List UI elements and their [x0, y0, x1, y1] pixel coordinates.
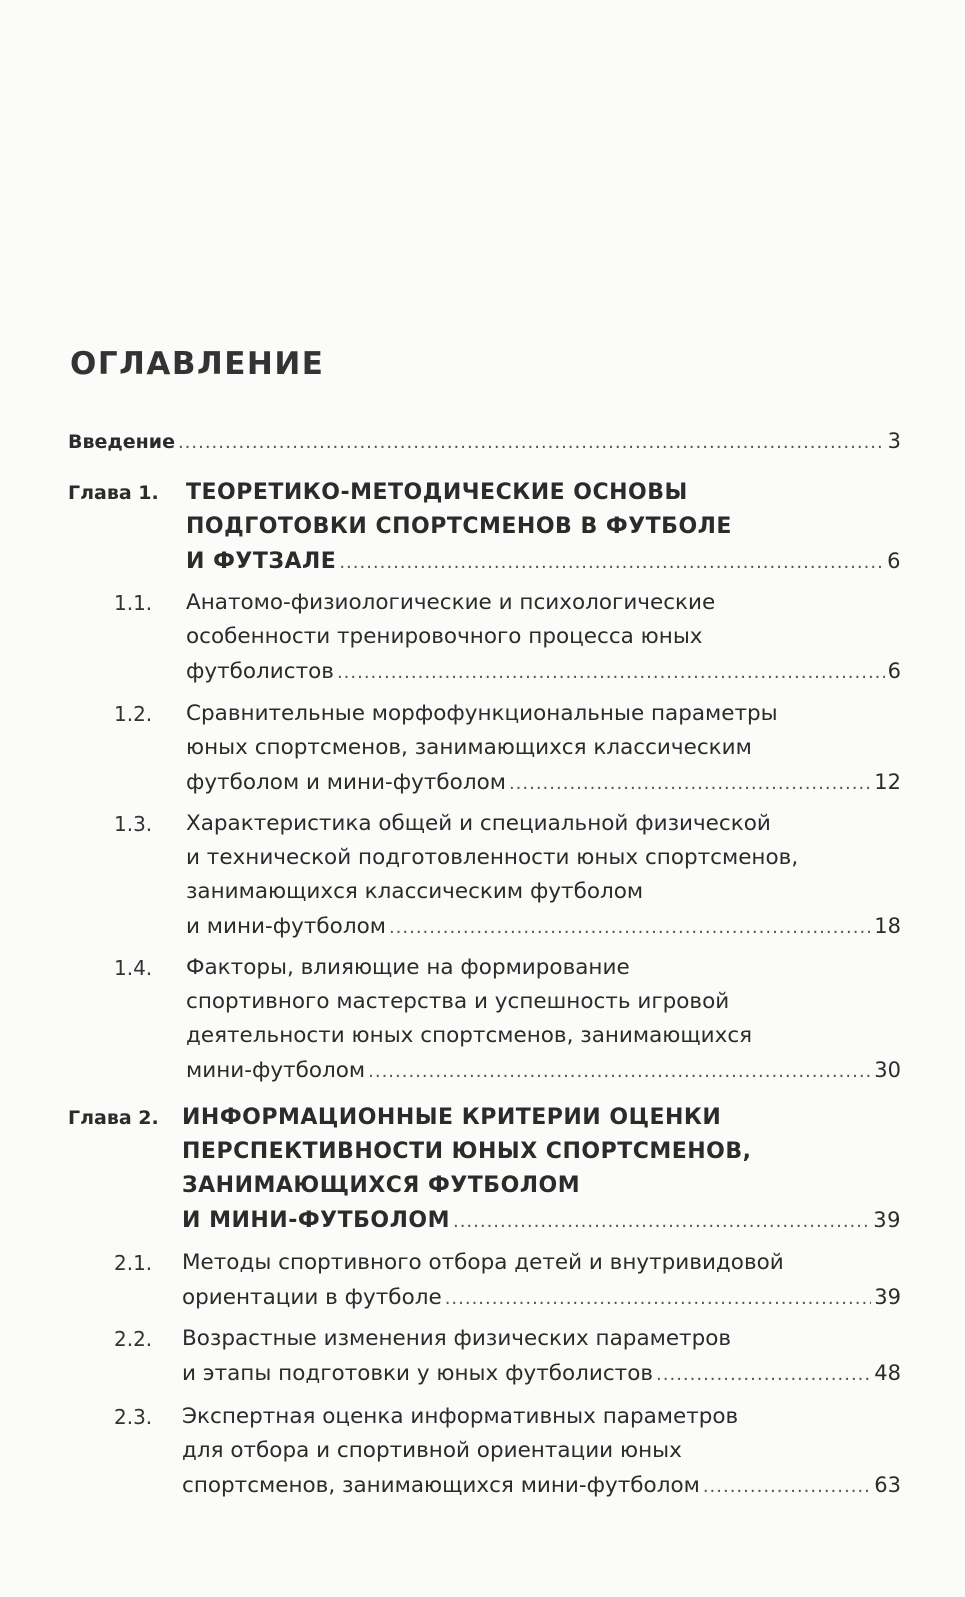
- page-number: 63: [874, 1473, 901, 1497]
- title-line-text: И МИНИ-ФУТБОЛОМ: [182, 1208, 450, 1233]
- title-line: Анатомо-физиологические и психологические: [186, 590, 716, 615]
- section-number: 1.4.: [114, 956, 153, 980]
- title-line: особенности тренировочного процесса юных: [186, 624, 703, 649]
- section-title: [182, 1400, 901, 1504]
- leader-dots: [656, 1358, 871, 1392]
- title-line: для отбора и спортивной ориентации юных: [182, 1438, 682, 1463]
- title-line: Характеристика общей и специальной физической: [186, 811, 771, 836]
- leader-dots: [509, 767, 871, 801]
- title-line-last: [182, 1468, 901, 1504]
- page-number: 39: [873, 1208, 901, 1232]
- leader-dots: [389, 911, 871, 945]
- title-line-last: [182, 1356, 901, 1392]
- title-line-text: и этапы подготовки у юных футболистов: [182, 1361, 654, 1386]
- title-line-last: [186, 765, 901, 801]
- section-title: [186, 807, 901, 945]
- leader-dots: [339, 546, 884, 580]
- chapter-title: [186, 476, 901, 580]
- title-line-last: [182, 1203, 901, 1239]
- leader-dots: [368, 1055, 871, 1089]
- title-line: занимающихся классическим футболом: [186, 879, 644, 904]
- title-line-text: и мини-футболом: [186, 914, 386, 939]
- page-number: 30: [874, 1058, 901, 1082]
- section-number: 2.2.: [114, 1327, 153, 1351]
- section-number: 2.3.: [114, 1405, 153, 1429]
- section-number: 2.1.: [114, 1251, 153, 1275]
- title-line-text: ориентации в футболе: [182, 1285, 442, 1310]
- toc-title: ОГЛАВЛЕНИЕ: [70, 346, 325, 382]
- title-line: ПОДГОТОВКИ СПОРТСМЕНОВ В ФУТБОЛЕ: [186, 514, 732, 539]
- title-line-text: И ФУТЗАЛЕ: [186, 549, 337, 574]
- title-line-text: футболом и мини-футболом: [186, 770, 506, 795]
- title-line-text: мини-футболом: [186, 1058, 366, 1083]
- section-title: [186, 697, 901, 801]
- page-number: 6: [887, 549, 901, 573]
- section-title: [186, 586, 901, 690]
- title-line: спортивного мастерства и успешность игровой: [186, 989, 730, 1014]
- title-line: Возрастные изменения физических параметров: [182, 1326, 732, 1351]
- leader-dots: [337, 656, 885, 690]
- title-line: ПЕРСПЕКТИВНОСТИ ЮНЫХ СПОРТСМЕНОВ,: [182, 1139, 752, 1164]
- page-number: 18: [874, 914, 901, 938]
- title-line: деятельности юных спортсменов, занимающихся: [186, 1023, 753, 1048]
- chapter-label: Глава 1.: [68, 482, 159, 504]
- section-number: 1.1.: [114, 591, 153, 615]
- title-line: ТЕОРЕТИКО-МЕТОДИЧЕСКИЕ ОСНОВЫ: [186, 480, 688, 505]
- intro-label: Введение: [68, 431, 175, 453]
- page-number: 6: [887, 659, 901, 683]
- section-number: 1.2.: [114, 702, 153, 726]
- page-number: 3: [887, 429, 901, 453]
- title-line-last: [186, 1053, 901, 1089]
- section-number: 1.3.: [114, 812, 153, 836]
- leader-dots: [703, 1470, 871, 1504]
- title-line-text: спортсменов, занимающихся мини-футболом: [182, 1473, 700, 1498]
- title-line-last: [186, 909, 901, 945]
- title-line: ЗАНИМАЮЩИХСЯ ФУТБОЛОМ: [182, 1173, 581, 1198]
- section-title: [186, 951, 901, 1089]
- leader-dots: [453, 1205, 870, 1239]
- page-number: 48: [874, 1361, 901, 1385]
- page-number: 39: [874, 1285, 901, 1309]
- section-title: [182, 1246, 901, 1316]
- title-line: Методы спортивного отбора детей и внутривидовой: [182, 1250, 784, 1275]
- title-line: Факторы, влияющие на формирование: [186, 955, 630, 980]
- toc-entry-intro[interactable]: [68, 424, 901, 460]
- title-line-last: [186, 654, 901, 690]
- title-line: Сравнительные морфофункциональные параметры: [186, 701, 778, 726]
- title-line: и технической подготовленности юных спортсменов,: [186, 845, 799, 870]
- title-line-last: [182, 1280, 901, 1316]
- leader-dots: [178, 426, 885, 460]
- title-line: Экспертная оценка информативных параметров: [182, 1404, 739, 1429]
- title-line: ИНФОРМАЦИОННЫЕ КРИТЕРИИ ОЦЕНКИ: [182, 1105, 722, 1130]
- page-number: 12: [874, 770, 901, 794]
- chapter-label: Глава 2.: [68, 1107, 159, 1129]
- section-title: [182, 1322, 901, 1392]
- title-line: юных спортсменов, занимающихся классическим: [186, 735, 752, 760]
- leader-dots: [445, 1282, 872, 1316]
- title-line-text: футболистов: [186, 659, 334, 684]
- chapter-title: [182, 1101, 901, 1239]
- title-line-last: [186, 544, 901, 580]
